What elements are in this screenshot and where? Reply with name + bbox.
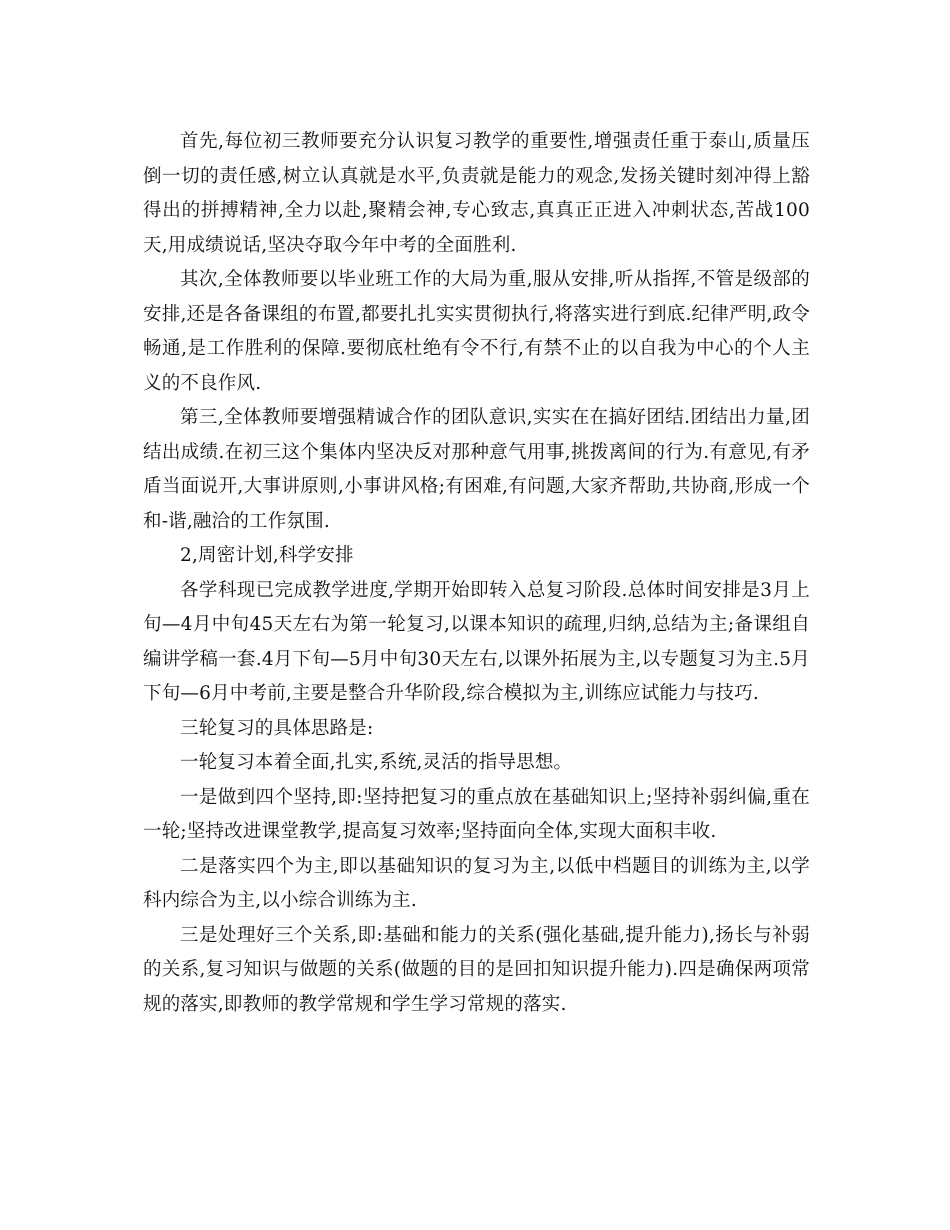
section-heading-planning: 2,周密计划,科学安排 bbox=[180, 545, 354, 566]
paragraph-first: 首先,每位初三教师要充分认识复习教学的重要性,增强责任重于泰山,质量压倒一切的责任感,树立认真就是水平,负责就是能力的观念,发扬关键时刻冲得上豁得出的拼搏精神,全力以赴,聚精会神,专心致志,真真正正进入冲刺状态,苦战100天,用成绩说话,坚决夺取今年中考的全面胜利. bbox=[143, 131, 810, 256]
paragraph-three-rounds-intro: 三轮复习的具体思路是: bbox=[180, 717, 374, 739]
paragraph-four-mainly: 二是落实四个为主,即以基础知识的复习为主,以低中档题目的训练为主,以学科内综合为主,以小综合训练为主. bbox=[143, 855, 810, 911]
paragraph-first-round: 一轮复习本着全面,扎实,系统,灵活的指导思想。 bbox=[180, 752, 573, 773]
paragraph-schedule: 各学科现已完成教学进度,学期开始即转入总复习阶段.总体时间安排是3月上旬—4月中旬45天左右为第一轮复习,以课本知识的疏理,归纳,总结为主;备课组自编讲学稿一套.4月下旬—5月中旬30天左右,以课外拓展为主,以专题复习为主.5月下旬—6月中考前,主要是整合升华阶段,综合模拟为主,训练应试能力与技巧. bbox=[143, 579, 810, 704]
paragraph-second: 其次,全体教师要以毕业班工作的大局为重,服从安排,听从指挥,不管是级部的安排,还是各备课组的布置,都要扎扎实实贯彻执行,将落实进行到底.纪律严明,政令畅通,是工作胜利的保障.要彻底杜绝有令不行,有禁不止的以自我为中心的个人主义的不良作风. bbox=[143, 269, 810, 394]
paragraph-third: 第三,全体教师要增强精诚合作的团队意识,实实在在搞好团结.团结出力量,团结出成绩.在初三这个集体内坚决反对那种意气用事,挑拨离间的行为.有意见,有矛盾当面说开,大事讲原则,小事讲风格;有困难,有问题,大家齐帮助,共协商,形成一个和-谐,融洽的工作氛围. bbox=[143, 407, 810, 532]
paragraph-four-persistences: 一是做到四个坚持,即:坚持把复习的重点放在基础知识上;坚持补弱纠偏,重在一轮;坚持改进课堂教学,提高复习效率;坚持面向全体,实现大面积丰收. bbox=[143, 786, 810, 842]
paragraph-three-relationships: 三是处理好三个关系,即:基础和能力的关系(强化基础,提升能力),扬长与补弱的关系,复习知识与做题的关系(做题的目的是回扣知识提升能力).四是确保两项常规的落实,即教师的教学常规和学生学习常规的落实. bbox=[143, 924, 810, 1015]
document-body bbox=[143, 125, 810, 1022]
